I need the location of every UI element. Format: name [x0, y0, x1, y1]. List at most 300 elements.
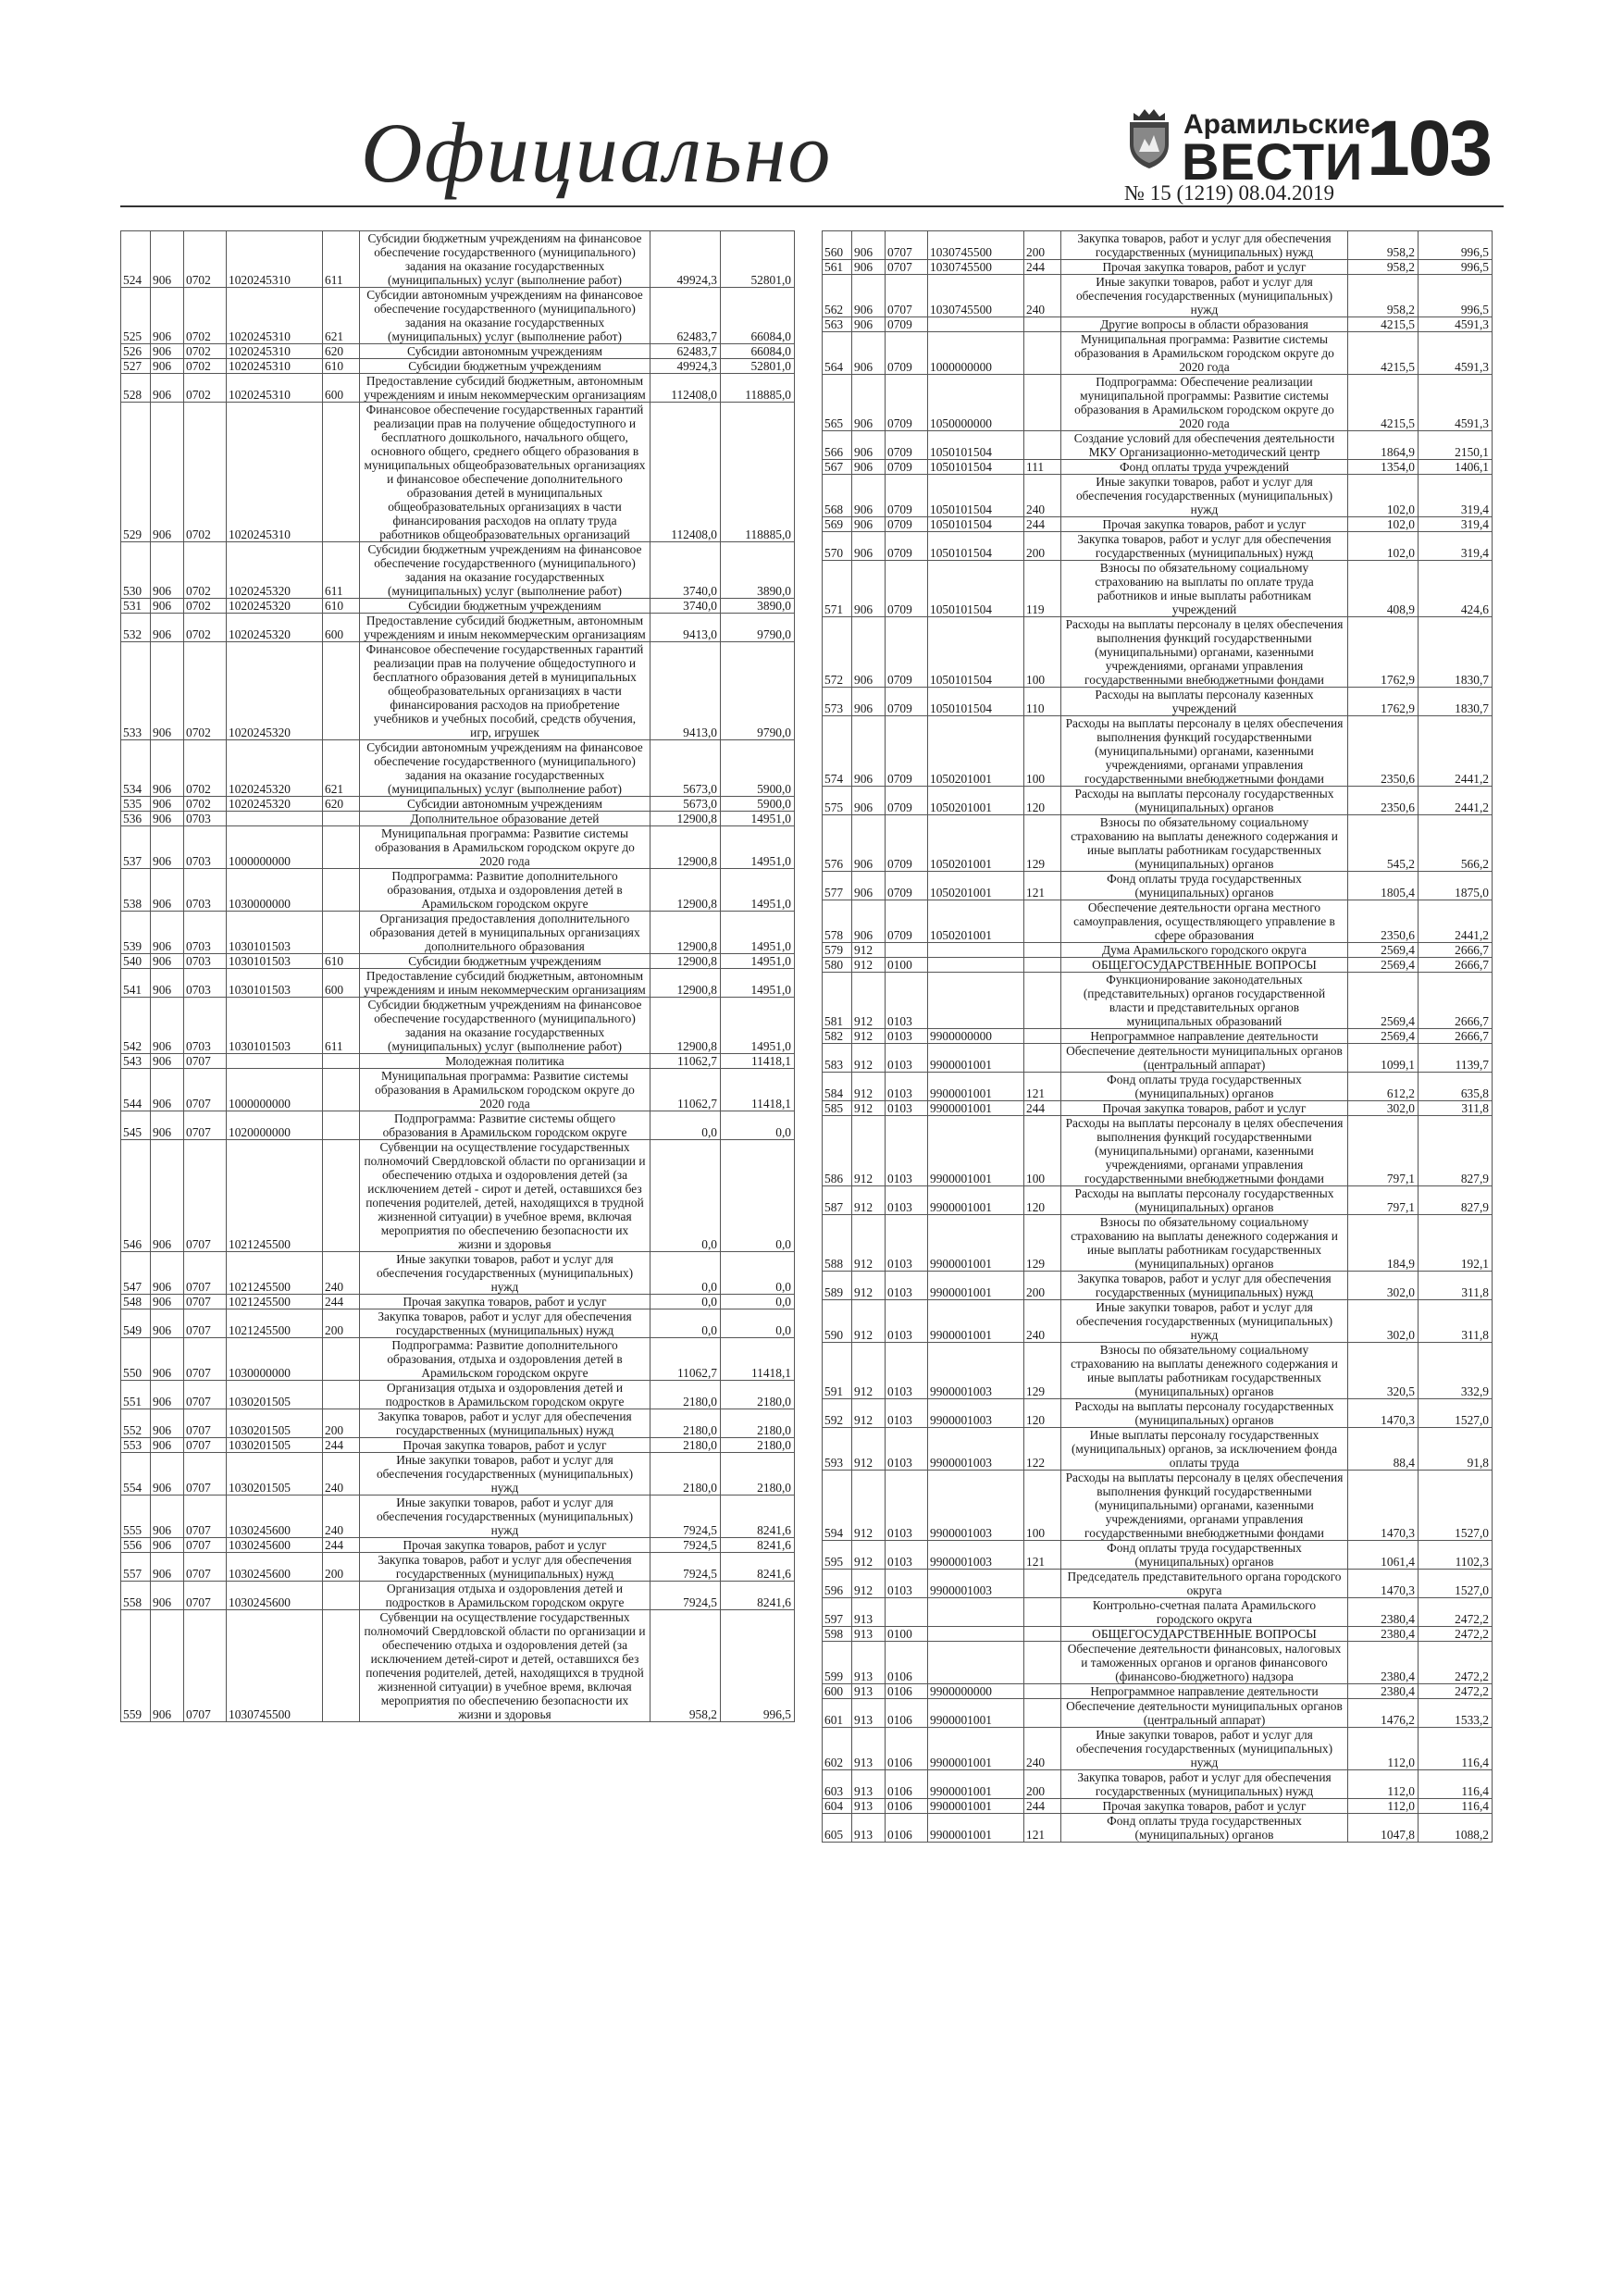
row-number-cell: 555: [121, 1496, 151, 1538]
amount-2021-cell: 1830,7: [1419, 688, 1493, 716]
expense-name-cell: ОБЩЕГОСУДАРСТВЕННЫЕ ВОПРОСЫ: [1061, 1627, 1348, 1642]
issue-number-date: № 15 (1219) 08.04.2019: [1124, 181, 1335, 205]
amount-2020-cell: 2180,0: [650, 1438, 721, 1453]
department-code-cell: 906: [151, 403, 184, 542]
department-code-cell: 906: [151, 1054, 184, 1069]
section-code-cell: 0702: [184, 344, 227, 359]
table-row: [823, 1343, 1493, 1399]
table-row: [121, 912, 795, 954]
target-article-cell: [928, 1642, 1024, 1684]
amount-2021-cell: 5900,0: [721, 797, 795, 812]
section-code-cell: 0106: [886, 1699, 928, 1728]
table-row: [121, 614, 795, 642]
department-code-cell: 906: [151, 1309, 184, 1338]
department-code-cell: 906: [852, 688, 886, 716]
amount-2020-cell: 2380,4: [1348, 1642, 1419, 1684]
table-row: [121, 1610, 795, 1722]
table-row: [823, 460, 1493, 475]
target-article-cell: 1030101503: [227, 954, 323, 969]
section-code-cell: 0702: [184, 374, 227, 403]
amount-2021-cell: 118885,0: [721, 374, 795, 403]
table-row: [121, 1381, 795, 1409]
row-number-cell: 593: [823, 1428, 852, 1471]
amount-2021-cell: 2180,0: [721, 1409, 795, 1438]
table-row: [823, 1598, 1493, 1627]
expense-type-cell: 110: [1024, 688, 1061, 716]
target-article-cell: 1030201505: [227, 1453, 323, 1496]
expense-type-cell: [323, 1610, 360, 1722]
section-code-cell: 0709: [886, 317, 928, 332]
amount-2021-cell: 9790,0: [721, 614, 795, 642]
department-code-cell: 912: [852, 1399, 886, 1428]
amount-2021-cell: 52801,0: [721, 359, 795, 374]
amount-2020-cell: 2350,6: [1348, 900, 1419, 943]
section-title: Официально: [361, 105, 833, 200]
table-row: [121, 797, 795, 812]
department-code-cell: 912: [852, 943, 886, 958]
amount-2021-cell: 996,5: [1419, 231, 1493, 260]
target-article-cell: 1030101503: [227, 969, 323, 998]
amount-2021-cell: 827,9: [1419, 1186, 1493, 1215]
section-code-cell: 0103: [886, 1428, 928, 1471]
section-code-cell: 0106: [886, 1814, 928, 1843]
target-article-cell: 1020245310: [227, 344, 323, 359]
table-row: [823, 332, 1493, 375]
amount-2020-cell: 1099,1: [1348, 1044, 1419, 1073]
amount-2021-cell: 1139,7: [1419, 1044, 1493, 1073]
expense-name-cell: Расходы на выплаты персоналу в целях обеспечения выполнения функций государственными (муниципальными) органами, казенными учреждениями, органами управления государственными внебюджетными фондами: [1061, 1471, 1348, 1541]
amount-2020-cell: 49924,3: [650, 231, 721, 288]
row-number-cell: 556: [121, 1538, 151, 1553]
target-article-cell: 1050000000: [928, 375, 1024, 431]
expense-name-cell: Взносы по обязательному социальному страхованию на выплаты денежного содержания и иные выплаты работникам государственных (муниципальных) органов: [1061, 1343, 1348, 1399]
amount-2020-cell: 102,0: [1348, 517, 1419, 532]
expense-name-cell: Субсидии бюджетным учреждениям на финансовое обеспечение государственного (муниципального) задания на оказание государственных (муниципальных) услуг (выполнение работ): [360, 231, 650, 288]
row-number-cell: 530: [121, 542, 151, 599]
expense-type-cell: 120: [1024, 1399, 1061, 1428]
section-code-cell: 0106: [886, 1684, 928, 1699]
amount-2021-cell: 319,4: [1419, 475, 1493, 517]
amount-2021-cell: 1527,0: [1419, 1570, 1493, 1598]
row-number-cell: 588: [823, 1215, 852, 1272]
expense-name-cell: Прочая закупка товаров, работ и услуг: [1061, 1799, 1348, 1814]
amount-2021-cell: 2180,0: [721, 1453, 795, 1496]
table-row: [823, 375, 1493, 431]
table-row: [823, 1627, 1493, 1642]
expense-name-cell: Прочая закупка товаров, работ и услуг: [360, 1438, 650, 1453]
amount-2020-cell: 112,0: [1348, 1728, 1419, 1770]
section-code-cell: 0707: [184, 1453, 227, 1496]
target-article-cell: 9900001001: [928, 1699, 1024, 1728]
department-code-cell: 906: [852, 317, 886, 332]
expense-type-cell: 611: [323, 542, 360, 599]
section-code-cell: 0702: [184, 359, 227, 374]
expense-type-cell: [1024, 973, 1061, 1029]
amount-2020-cell: 12900,8: [650, 954, 721, 969]
department-code-cell: 906: [852, 900, 886, 943]
target-article-cell: [928, 317, 1024, 332]
expense-type-cell: 244: [1024, 517, 1061, 532]
table-row: [823, 617, 1493, 688]
row-number-cell: 533: [121, 642, 151, 740]
amount-2020-cell: 612,2: [1348, 1073, 1419, 1101]
expense-name-cell: ОБЩЕГОСУДАРСТВЕННЫЕ ВОПРОСЫ: [1061, 958, 1348, 973]
department-code-cell: 906: [852, 275, 886, 317]
expense-type-cell: 244: [1024, 260, 1061, 275]
expense-name-cell: Закупка товаров, работ и услуг для обеспечения государственных (муниципальных) нужд: [360, 1553, 650, 1582]
row-number-cell: 575: [823, 787, 852, 815]
target-article-cell: 1030101503: [227, 912, 323, 954]
target-article-cell: 9900001003: [928, 1471, 1024, 1541]
row-number-cell: 525: [121, 288, 151, 344]
expense-name-cell: Расходы на выплаты персоналу казенных учреждений: [1061, 688, 1348, 716]
target-article-cell: 1030245600: [227, 1582, 323, 1610]
table-row: [823, 1272, 1493, 1300]
row-number-cell: 572: [823, 617, 852, 688]
table-row: [121, 969, 795, 998]
table-row: [823, 1684, 1493, 1699]
section-code-cell: 0100: [886, 1627, 928, 1642]
department-code-cell: 912: [852, 1471, 886, 1541]
target-article-cell: 9900001003: [928, 1399, 1024, 1428]
expense-type-cell: 244: [323, 1295, 360, 1309]
section-code-cell: 0707: [184, 1438, 227, 1453]
section-code-cell: 0103: [886, 1300, 928, 1343]
table-row: [823, 1428, 1493, 1471]
department-code-cell: 913: [852, 1598, 886, 1627]
expense-name-cell: Предоставление субсидий бюджетным, автономным учреждениям и иным некоммерческим организациям: [360, 969, 650, 998]
row-number-cell: 536: [121, 812, 151, 826]
row-number-cell: 585: [823, 1101, 852, 1116]
section-code-cell: 0707: [184, 1582, 227, 1610]
table-row: [823, 900, 1493, 943]
amount-2021-cell: 332,9: [1419, 1343, 1493, 1399]
amount-2021-cell: 1527,0: [1419, 1471, 1493, 1541]
target-article-cell: 1030245600: [227, 1538, 323, 1553]
amount-2021-cell: 52801,0: [721, 231, 795, 288]
amount-2021-cell: 2472,2: [1419, 1684, 1493, 1699]
amount-2021-cell: 996,5: [1419, 260, 1493, 275]
expense-type-cell: [323, 1140, 360, 1252]
table-row: [823, 1699, 1493, 1728]
target-article-cell: 9900001001: [928, 1186, 1024, 1215]
row-number-cell: 576: [823, 815, 852, 872]
table-row: [121, 1054, 795, 1069]
target-article-cell: 1020245320: [227, 797, 323, 812]
department-code-cell: 906: [852, 815, 886, 872]
amount-2021-cell: 3890,0: [721, 599, 795, 614]
section-code-cell: 0707: [184, 1496, 227, 1538]
expense-type-cell: 100: [1024, 1471, 1061, 1541]
table-row: [121, 344, 795, 359]
amount-2020-cell: 958,2: [1348, 260, 1419, 275]
row-number-cell: 605: [823, 1814, 852, 1843]
page-header: [0, 0, 1623, 213]
amount-2020-cell: 12900,8: [650, 969, 721, 998]
amount-2020-cell: 49924,3: [650, 359, 721, 374]
section-code-cell: [886, 943, 928, 958]
expense-type-cell: [323, 1338, 360, 1381]
expense-name-cell: Председатель представительного органа городского округа: [1061, 1570, 1348, 1598]
section-code-cell: 0709: [886, 872, 928, 900]
row-number-cell: 544: [121, 1069, 151, 1111]
amount-2021-cell: 11418,1: [721, 1069, 795, 1111]
row-number-cell: 591: [823, 1343, 852, 1399]
target-article-cell: 9900001001: [928, 1770, 1024, 1799]
department-code-cell: 906: [151, 826, 184, 869]
amount-2020-cell: 4215,5: [1348, 317, 1419, 332]
row-number-cell: 538: [121, 869, 151, 912]
expense-name-cell: Прочая закупка товаров, работ и услуг: [1061, 1101, 1348, 1116]
header-divider: [120, 205, 1504, 207]
expense-name-cell: Расходы на выплаты персоналу в целях обеспечения выполнения функций государственными (муниципальными) органами, казенными учреждениями, органами управления государственными внебюджетными фондами: [1061, 1116, 1348, 1186]
amount-2020-cell: 184,9: [1348, 1215, 1419, 1272]
expense-name-cell: Контрольно-счетная палата Арамильского городского округа: [1061, 1598, 1348, 1627]
table-row: [823, 787, 1493, 815]
section-code-cell: 0707: [184, 1538, 227, 1553]
department-code-cell: 906: [151, 969, 184, 998]
section-code-cell: 0100: [886, 958, 928, 973]
expense-name-cell: Прочая закупка товаров, работ и услуг: [360, 1295, 650, 1309]
expense-type-cell: 621: [323, 740, 360, 797]
amount-2020-cell: 320,5: [1348, 1343, 1419, 1399]
row-number-cell: 546: [121, 1140, 151, 1252]
department-code-cell: 913: [852, 1684, 886, 1699]
section-code-cell: 0707: [184, 1409, 227, 1438]
expense-name-cell: Расходы на выплаты персоналу государственных (муниципальных) органов: [1061, 1186, 1348, 1215]
amount-2021-cell: 0,0: [721, 1111, 795, 1140]
target-article-cell: 1050101504: [928, 431, 1024, 460]
amount-2021-cell: 319,4: [1419, 532, 1493, 561]
department-code-cell: 906: [151, 797, 184, 812]
table-row: [121, 1496, 795, 1538]
table-row: [823, 1770, 1493, 1799]
table-row: [121, 231, 795, 288]
amount-2020-cell: 2569,4: [1348, 958, 1419, 973]
table-row: [823, 1101, 1493, 1116]
department-code-cell: 906: [151, 1496, 184, 1538]
target-article-cell: 1020000000: [227, 1111, 323, 1140]
amount-2021-cell: 2441,2: [1419, 787, 1493, 815]
expense-type-cell: 111: [1024, 460, 1061, 475]
expense-name-cell: Расходы на выплаты персоналу государственных (муниципальных) органов: [1061, 1399, 1348, 1428]
amount-2020-cell: 112,0: [1348, 1770, 1419, 1799]
amount-2020-cell: 958,2: [1348, 275, 1419, 317]
budget-table-left-body: [121, 231, 795, 1722]
expense-type-cell: 200: [323, 1553, 360, 1582]
row-number-cell: 582: [823, 1029, 852, 1044]
section-code-cell: 0702: [184, 599, 227, 614]
department-code-cell: 906: [151, 1381, 184, 1409]
department-code-cell: 912: [852, 1215, 886, 1272]
section-code-cell: 0703: [184, 998, 227, 1054]
table-row: [823, 1541, 1493, 1570]
target-article-cell: 1000000000: [227, 826, 323, 869]
section-code-cell: 0707: [184, 1610, 227, 1722]
newspaper-name-top: Арамильские: [1183, 109, 1370, 140]
section-code-cell: 0707: [886, 275, 928, 317]
expense-type-cell: 611: [323, 998, 360, 1054]
section-code-cell: 0707: [184, 1338, 227, 1381]
amount-2020-cell: 112408,0: [650, 403, 721, 542]
row-number-cell: 577: [823, 872, 852, 900]
target-article-cell: 1030745500: [928, 275, 1024, 317]
expense-type-cell: [1024, 1598, 1061, 1627]
target-article-cell: 9900001001: [928, 1116, 1024, 1186]
amount-2021-cell: 2180,0: [721, 1438, 795, 1453]
table-row: [823, 1799, 1493, 1814]
department-code-cell: 912: [852, 1272, 886, 1300]
section-code-cell: 0103: [886, 1029, 928, 1044]
target-article-cell: 1050201001: [928, 787, 1024, 815]
department-code-cell: 912: [852, 1300, 886, 1343]
row-number-cell: 545: [121, 1111, 151, 1140]
table-row: [121, 1582, 795, 1610]
budget-table-right: [822, 230, 1493, 1843]
target-article-cell: 9900001001: [928, 1799, 1024, 1814]
section-code-cell: 0703: [184, 812, 227, 826]
expense-type-cell: [1024, 958, 1061, 973]
row-number-cell: 571: [823, 561, 852, 617]
expense-type-cell: 120: [1024, 787, 1061, 815]
target-article-cell: [928, 973, 1024, 1029]
section-code-cell: 0709: [886, 900, 928, 943]
target-article-cell: 1021245500: [227, 1140, 323, 1252]
expense-type-cell: [1024, 332, 1061, 375]
expense-type-cell: 121: [1024, 1073, 1061, 1101]
row-number-cell: 569: [823, 517, 852, 532]
row-number-cell: 534: [121, 740, 151, 797]
section-code-cell: 0103: [886, 1272, 928, 1300]
row-number-cell: 558: [121, 1582, 151, 1610]
target-article-cell: 9900000000: [928, 1029, 1024, 1044]
amount-2021-cell: 2441,2: [1419, 900, 1493, 943]
section-code-cell: 0702: [184, 642, 227, 740]
expense-name-cell: Иные закупки товаров, работ и услуг для обеспечения государственных (муниципальных) нужд: [360, 1496, 650, 1538]
amount-2020-cell: 2350,6: [1348, 716, 1419, 787]
expense-type-cell: 600: [323, 969, 360, 998]
amount-2021-cell: 192,1: [1419, 1215, 1493, 1272]
expense-type-cell: 200: [1024, 1272, 1061, 1300]
expense-type-cell: [1024, 375, 1061, 431]
table-row: [823, 275, 1493, 317]
row-number-cell: 598: [823, 1627, 852, 1642]
department-code-cell: 906: [852, 517, 886, 532]
department-code-cell: 912: [852, 1116, 886, 1186]
expense-name-cell: Иные закупки товаров, работ и услуг для обеспечения государственных (муниципальных) нужд: [1061, 475, 1348, 517]
section-code-cell: 0707: [184, 1309, 227, 1338]
expense-type-cell: [1024, 1570, 1061, 1598]
target-article-cell: 9900001001: [928, 1044, 1024, 1073]
row-number-cell: 557: [121, 1553, 151, 1582]
amount-2021-cell: 2666,7: [1419, 958, 1493, 973]
row-number-cell: 540: [121, 954, 151, 969]
amount-2021-cell: 66084,0: [721, 288, 795, 344]
section-code-cell: 0707: [184, 1381, 227, 1409]
amount-2020-cell: 5673,0: [650, 797, 721, 812]
amount-2020-cell: 2180,0: [650, 1453, 721, 1496]
table-row: [121, 740, 795, 797]
table-row: [823, 431, 1493, 460]
section-code-cell: 0707: [184, 1553, 227, 1582]
expense-name-cell: Иные выплаты персоналу государственных (муниципальных) органов, за исключением фонда оплаты труда: [1061, 1428, 1348, 1471]
section-code-cell: 0103: [886, 1116, 928, 1186]
section-code-cell: 0103: [886, 1541, 928, 1570]
section-code-cell: 0709: [886, 787, 928, 815]
department-code-cell: 906: [151, 998, 184, 1054]
table-row: [121, 288, 795, 344]
amount-2020-cell: 11062,7: [650, 1054, 721, 1069]
row-number-cell: 547: [121, 1252, 151, 1295]
expense-type-cell: 122: [1024, 1428, 1061, 1471]
row-number-cell: 589: [823, 1272, 852, 1300]
table-row: [121, 812, 795, 826]
table-row: [121, 1069, 795, 1111]
table-row: [121, 1338, 795, 1381]
target-article-cell: 1030245600: [227, 1553, 323, 1582]
target-article-cell: 1030245600: [227, 1496, 323, 1538]
expense-name-cell: Дополнительное образование детей: [360, 812, 650, 826]
department-code-cell: 906: [151, 1295, 184, 1309]
amount-2021-cell: 311,8: [1419, 1272, 1493, 1300]
amount-2021-cell: 14951,0: [721, 826, 795, 869]
amount-2020-cell: 62483,7: [650, 344, 721, 359]
table-row: [823, 872, 1493, 900]
row-number-cell: 542: [121, 998, 151, 1054]
table-row: [823, 1300, 1493, 1343]
table-row: [121, 1140, 795, 1252]
department-code-cell: 906: [151, 231, 184, 288]
row-number-cell: 596: [823, 1570, 852, 1598]
target-article-cell: 1020245310: [227, 288, 323, 344]
row-number-cell: 587: [823, 1186, 852, 1215]
amount-2021-cell: 116,4: [1419, 1799, 1493, 1814]
amount-2021-cell: 11418,1: [721, 1054, 795, 1069]
section-code-cell: 0709: [886, 375, 928, 431]
row-number-cell: 550: [121, 1338, 151, 1381]
amount-2021-cell: 91,8: [1419, 1428, 1493, 1471]
amount-2020-cell: 2380,4: [1348, 1627, 1419, 1642]
section-code-cell: 0103: [886, 973, 928, 1029]
section-code-cell: 0703: [184, 954, 227, 969]
amount-2021-cell: 2666,7: [1419, 973, 1493, 1029]
expense-name-cell: Подпрограмма: Обеспечение реализации муниципальной программы: Развитие системы образования в Арамильском городском округе до 2020 года: [1061, 375, 1348, 431]
expense-name-cell: Расходы на выплаты персоналу государственных (муниципальных) органов: [1061, 787, 1348, 815]
row-number-cell: 524: [121, 231, 151, 288]
target-article-cell: 1021245500: [227, 1309, 323, 1338]
amount-2020-cell: 102,0: [1348, 532, 1419, 561]
department-code-cell: 912: [852, 1029, 886, 1044]
amount-2021-cell: 4591,3: [1419, 332, 1493, 375]
expense-name-cell: Другие вопросы в области образования: [1061, 317, 1348, 332]
expense-name-cell: Непрограммное направление деятельности: [1061, 1684, 1348, 1699]
table-row: [823, 1186, 1493, 1215]
amount-2020-cell: 2569,4: [1348, 943, 1419, 958]
expense-name-cell: Иные закупки товаров, работ и услуг для обеспечения государственных (муниципальных) нужд: [1061, 275, 1348, 317]
amount-2021-cell: 2180,0: [721, 1381, 795, 1409]
expense-type-cell: 129: [1024, 1343, 1061, 1399]
expense-type-cell: 200: [1024, 1770, 1061, 1799]
amount-2020-cell: 1762,9: [1348, 617, 1419, 688]
section-code-cell: 0709: [886, 688, 928, 716]
row-number-cell: 552: [121, 1409, 151, 1438]
expense-type-cell: 200: [1024, 231, 1061, 260]
department-code-cell: 912: [852, 958, 886, 973]
amount-2020-cell: 3740,0: [650, 542, 721, 599]
section-code-cell: 0106: [886, 1728, 928, 1770]
department-code-cell: 912: [852, 1428, 886, 1471]
row-number-cell: 562: [823, 275, 852, 317]
